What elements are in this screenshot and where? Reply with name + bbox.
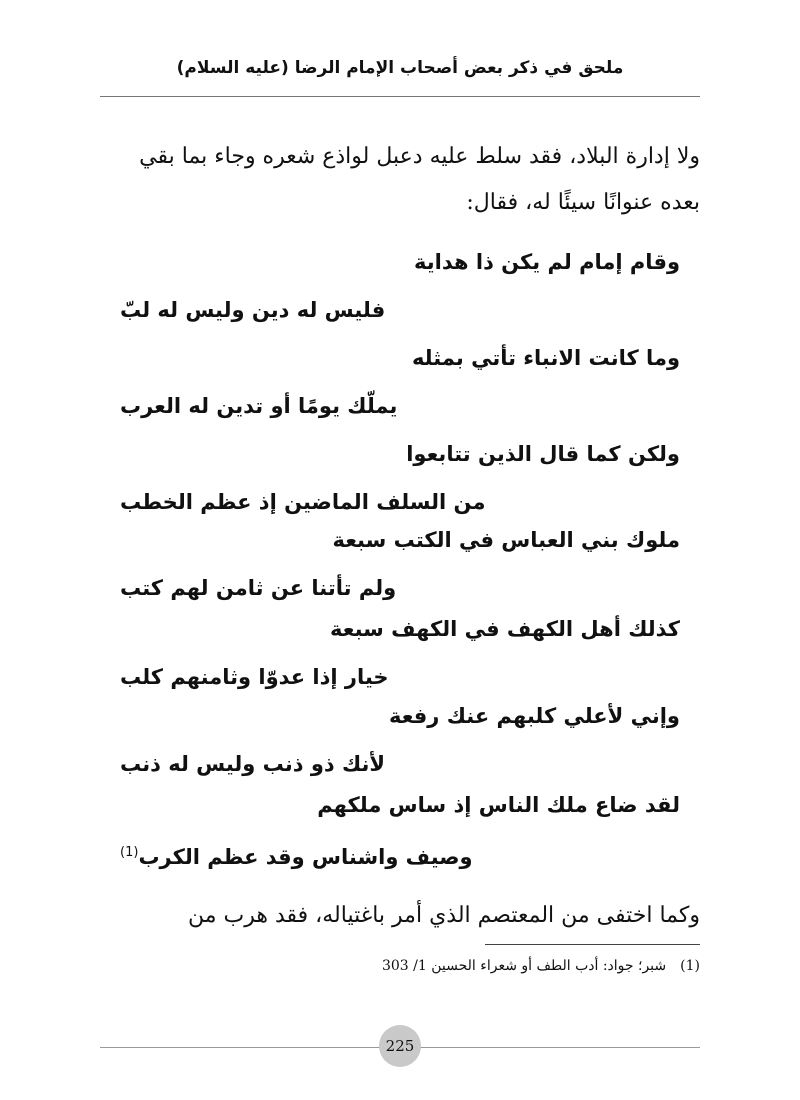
running-header: ملحق في ذكر بعض أصحاب الإمام الرضا (عليه السلام): [176, 58, 624, 78]
footnote-number: (1): [680, 958, 700, 974]
footnote-reference[interactable]: (1): [120, 845, 139, 860]
verse-4-second-hemistich: ولم تأتنا عن ثامن لهم كتب: [120, 576, 397, 600]
page-number: 225: [379, 1025, 421, 1067]
closing-paragraph: وكما اختفى من المعتصم الذي أمر باغتياله، فقد هرب من: [187, 903, 700, 928]
header-divider: [100, 96, 700, 97]
intro-line-1: ولا إدارة البلاد، فقد سلط عليه دعبل لواذع شعره وجاء بما بقي: [139, 144, 700, 169]
footer-rule-right: [420, 1047, 700, 1048]
verse-3-first-hemistich: ولكن كما قال الذين تتابعوا: [406, 442, 680, 466]
footer-rule-left: [100, 1047, 380, 1048]
verse-7-second-text: وصيف واشناس وقد عظم الكرب: [138, 845, 473, 869]
verse-7-second-hemistich: [120, 834, 680, 872]
verse-5-first-hemistich: كذلك أهل الكهف في الكهف سبعة: [330, 617, 680, 641]
intro-paragraph: [100, 134, 700, 226]
verse-2-first-hemistich: وما كانت الانباء تأتي بمثله: [411, 346, 680, 370]
intro-line-2: بعده عنوانًا سيئًا له، فقال:: [466, 190, 700, 215]
verse-6-second-hemistich: لأنك ذو ذنب وليس له ذنب: [120, 752, 386, 776]
verse-5-second-hemistich: خيار إذا عدوّا وثامنهم كلب: [120, 665, 389, 689]
verse-1-first-hemistich: وقام إمام لم يكن ذا هداية: [414, 250, 680, 274]
verse-2-second-hemistich: يملّك يومًا أو تدين له العرب: [120, 394, 398, 418]
verse-1-second-hemistich: فليس له دين وليس له لبّ: [120, 298, 386, 322]
verse-3-second-hemistich: من السلف الماضين إذ عظم الخطب: [120, 490, 486, 514]
verse-7-first-hemistich: لقد ضاع ملك الناس إذ ساس ملكهم: [317, 793, 680, 817]
verse-4-first-hemistich: ملوك بني العباس في الكتب سبعة: [332, 528, 680, 552]
footnote: [100, 956, 700, 976]
verse-6-first-hemistich: وإني لأعلي كلبهم عنك رفعة: [388, 704, 680, 728]
footnote-divider: [485, 944, 700, 945]
footnote-text: شبر؛ جواد: أدب الطف أو شعراء الحسين 1/ 303: [381, 958, 667, 974]
